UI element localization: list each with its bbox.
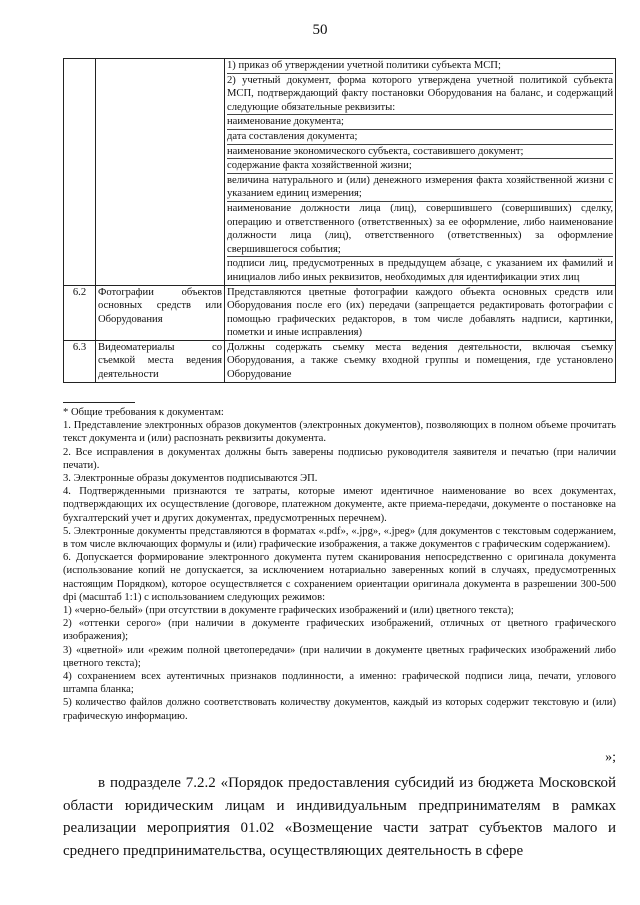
table-row: [64, 285, 616, 340]
list-item: подписи лиц, предусмотренных в предыдущем абзаце, с указанием их фамилий и инициалов либо иных реквизитов, необходимых для идентификации этих лиц: [227, 258, 613, 283]
list-item: 2) учетный документ, форма которого утверждена учетной политикой субъекта МСП, подтверждающий факту постановки Оборудования на баланс, и содержащий следующие обязательные реквизиты:: [227, 74, 613, 113]
footnote-item: 3) «цветной» или «режим полной цветопередачи» (при наличии в документе цветных графических изображений либо цветного текста);: [63, 644, 616, 669]
table-cell-name: [96, 59, 225, 286]
footnote-item: 2. Все исправления в документах должны быть заверены подписью руководителя заявителя и печатью (при наличии печати).: [63, 446, 616, 471]
footnote-item: 2) «оттенки серого» (при наличии в документе графических изображений, отличных от цветного графического изображения);: [63, 618, 616, 643]
table-row: [64, 59, 616, 286]
footnotes: [63, 406, 616, 723]
table-cell-name: Фотографии объектов основных средств или Оборудования: [96, 285, 225, 340]
table-cell-text: Представляются цветные фотографии каждого объекта основных средств или Оборудования после его (их) передачи (запрещается редактировать фотографии с помощью графических редакторов, в том числе добавлять надписи, картинки, пометки и иные исправления): [225, 285, 616, 340]
requirements-table: [63, 58, 616, 383]
table-cell-text: [225, 59, 616, 286]
table-cell-text: Должны содержать съемку места ведения деятельности, включая съемку Оборудования, а также съемку входной группы и помещения, где установлено Оборудование: [225, 340, 616, 382]
body-text: [63, 772, 616, 862]
footnote-item: 4. Подтвержденными признаются те затраты, которые имеют идентичное наименование во всех документах, подтверждающих их осуществление (договоре, платежном документе, акте приема-передачи, документе о постановке на бухгалтерский учет и других документах, предусмотренных перечнем).: [63, 486, 616, 524]
footnote-heading: * Общие требования к документам:: [63, 407, 224, 418]
table-cell-name: Видеоматериалы со съемкой места ведения деятельности: [96, 340, 225, 382]
footnote-divider: [63, 402, 135, 403]
footnote-item: 1) «черно-белый» (при отсутствии в документе графических изображений и (или) цветного текста);: [63, 605, 514, 617]
list-item: содержание факта хозяйственной жизни;: [227, 158, 613, 173]
footnote-item: 4) сохранением всех аутентичных признаков подлинности, а именно: графической подписи лица, печати, углового штампа бланка;: [63, 671, 616, 696]
footnote-item: 3. Электронные образы документов подписываются ЭП.: [63, 473, 318, 485]
closing-quote: »;: [605, 750, 616, 765]
list-item: наименование должности лица (лиц), совершившего (совершивших) сделку, операцию и ответственного (ответственных) за ее оформление, либо наименование должности лица (лиц), ответственного (ответственных) за оформление свершившегося события;: [227, 202, 613, 255]
list-item: дата составления документа;: [227, 129, 613, 144]
list-item: величина натурального и (или) денежного измерения факта хозяйственной жизни с указанием единиц измерения;: [227, 174, 613, 200]
footnote-item: 6. Допускается формирование электронного документа путем сканирования непосредственно с оригинала документа (использование копий не допускается, за исключением нотариально заверенных копий в случаях, предусмотренных настоящим Порядком), которое осуществляется с сохранением ориентации оригинала документа в разрешении 300-500 dpi (масштаб 1:1) с использованием следующих режимов:: [63, 552, 616, 603]
table-cell-num: 6.3: [64, 340, 96, 382]
footnote-item: 5) количество файлов должно соответствовать количеству документов, каждый из которых содержит текстовую и (или) графическую информацию.: [63, 697, 616, 722]
table-cell-num: 6.2: [64, 285, 96, 340]
list-item: наименование экономического субъекта, составившего документ;: [227, 144, 613, 159]
table-row: [64, 340, 616, 382]
table-cell-num: [64, 59, 96, 286]
footnote-item: 5. Электронные документы представляются в форматах «.pdf», «.jpg», «.jpeg» (для документов с текстовым содержанием, в том числе включающих формулы и (или) графические изображения, а также документов с графическим содержанием).: [63, 525, 616, 551]
footnote-item: 1. Представление электронных образов документов (электронных документов), позволяющих в полном объеме прочитать текст документа и (или) распознать реквизиты документа.: [63, 420, 616, 445]
body-paragraph: в подразделе 7.2.2 «Порядок предоставления субсидий из бюджета Московской области юридическим лицам и индивидуальным предпринимателям в рамках реализации мероприятия 01.02 «Возмещение части затрат субъектов малого и среднего предпринимательства, осуществляющих деятельность в сфере: [63, 775, 616, 859]
list-item: 1) приказ об утверждении учетной политики субъекта МСП;: [227, 60, 501, 71]
list-item: наименование документа;: [227, 114, 613, 129]
page-number: 50: [312, 22, 328, 38]
